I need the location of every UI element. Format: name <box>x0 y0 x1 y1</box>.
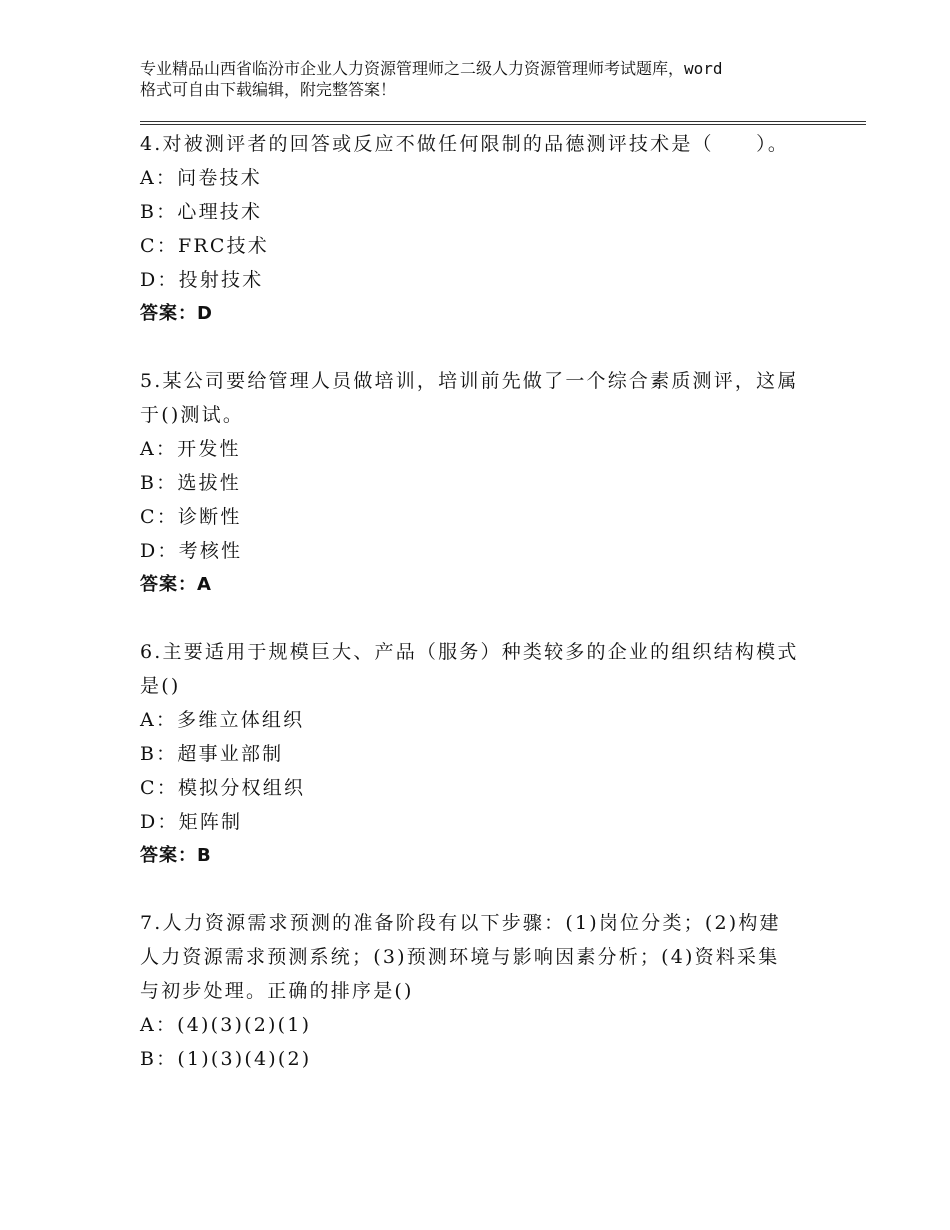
option-d: D：考核性 <box>140 540 243 562</box>
option-a: A：开发性 <box>140 438 241 460</box>
answer-label: 答案：D <box>140 303 213 324</box>
question-spacer <box>140 331 800 364</box>
option-c: C：诊断性 <box>140 506 242 528</box>
question-list <box>140 127 800 1076</box>
answer-label: 答案：B <box>140 845 212 866</box>
answer-label: 答案：A <box>140 574 212 595</box>
option-c: C：模拟分权组织 <box>140 777 306 799</box>
question-stem: 7.人力资源需求预测的准备阶段有以下步骤：(1)岗位分类；(2)构建人力资源需求预测系统；(3)预测环境与影响因素分析；(4)资料采集与初步处理。正确的排序是() <box>140 912 781 1002</box>
option-d: D：投射技术 <box>140 269 264 291</box>
header-divider-top <box>140 121 866 122</box>
option-b: B：选拔性 <box>140 472 241 494</box>
question-6 <box>140 635 800 873</box>
option-d: D：矩阵制 <box>140 811 243 833</box>
document-header: 专业精品山西省临汾市企业人力资源管理师之二级人力资源管理师考试题库，word 格式可自由下载编辑，附完整答案！ <box>140 59 723 99</box>
question-stem: 6.主要适用于规模巨大、产品（服务）种类较多的企业的组织结构模式是() <box>140 641 799 697</box>
question-stem: 5.某公司要给管理人员做培训，培训前先做了一个综合素质测评，这属于()测试。 <box>140 370 799 426</box>
question-spacer <box>140 602 800 635</box>
option-c: C：FRC技术 <box>140 235 269 257</box>
question-7 <box>140 906 800 1076</box>
option-a: A：多维立体组织 <box>140 709 305 731</box>
question-stem: 4.对被测评者的回答或反应不做任何限制的品德测评技术是（ ）。 <box>140 133 790 155</box>
header-divider-bottom <box>140 124 866 125</box>
question-4 <box>140 127 800 331</box>
option-b: B：心理技术 <box>140 201 263 223</box>
question-spacer <box>140 873 800 906</box>
option-b: B：超事业部制 <box>140 743 284 765</box>
option-a: A：问卷技术 <box>140 167 262 189</box>
option-a: A：(4)(3)(2)(1) <box>140 1014 312 1036</box>
question-5 <box>140 364 800 602</box>
option-b: B：(1)(3)(4)(2) <box>140 1048 312 1070</box>
